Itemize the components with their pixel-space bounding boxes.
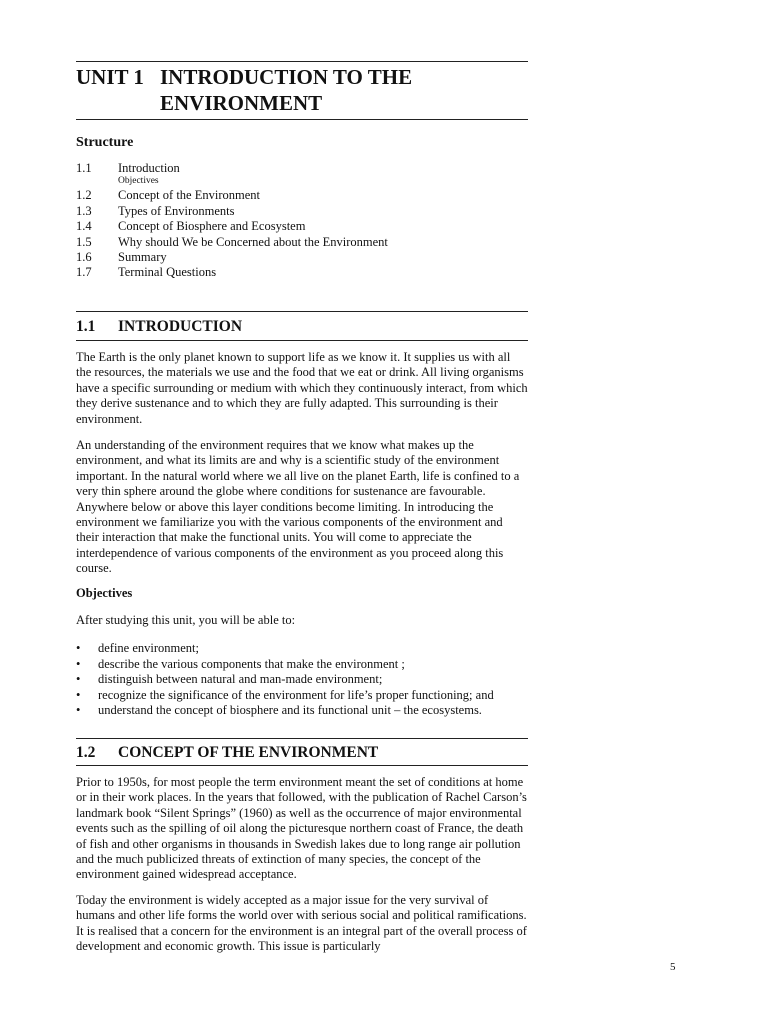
- list-item: [76, 672, 528, 688]
- structure-heading: Structure: [76, 135, 134, 150]
- toc-number: 1.2: [76, 188, 92, 203]
- concept-paragraph-1: Prior to 1950s, for most people the term environment meant the set of conditions at home or in their work places. In the years that followed, with the publication of Rachel Carson’s landmark book “Silent Springs” (1960) as well as the occurrence of major environmental events such as the spilling of oil along the picturesque northern coast of France, the death of fish and other organisms in thousands in Swedish lakes due to long range air pollution and the much publicized threats of extinction of many species, the concept of the environment gained widespread acceptance.: [76, 775, 527, 882]
- bullet-icon: •: [76, 641, 81, 655]
- toc-item: [76, 250, 528, 265]
- toc-label: Why should We be Concerned about the Environment: [118, 234, 388, 249]
- intro-paragraph-1: The Earth is the only planet known to support life as we know it. It supplies us with all the resources, the materials we use and the food that we eat or drink. All living organisms have a specific surrounding or medium with which they continuously interact, from which they derive sustenance and to which they are fully adapted. This surrounding is their environment.: [76, 350, 528, 426]
- bullet-icon: •: [76, 672, 81, 686]
- toc-number: 1.7: [76, 265, 92, 280]
- structure-list: [76, 161, 528, 281]
- section-1-1-bottom-rule: [76, 340, 528, 341]
- list-item: [76, 688, 528, 704]
- objectives-heading: Objectives: [76, 586, 133, 600]
- toc-number: 1.1: [76, 161, 92, 175]
- objective-text: describe the various components that make the environment ;: [98, 656, 405, 671]
- title-top-rule: [76, 61, 528, 62]
- intro-paragraph-2: An understanding of the environment requires that we know what makes up the environment, and what its limits are and why is a scientific study of the environment important. In the natural world where we all live on the planet Earth, life is confined to a very thin sphere around the globe where conditions for sustenance are favourable. Anywhere below or above this layer conditions become limiting. In introducing the environment we familiarize you with the various components of the environment and their interaction that make the functional units. You will come to appreciate the interdependence of various components of the environment as you proceed along this course.: [76, 438, 520, 576]
- toc-label: Terminal Questions: [118, 265, 217, 280]
- list-item: [76, 641, 528, 657]
- toc-label: Types of Environments: [118, 203, 235, 218]
- objectives-intro: After studying this unit, you will be able to:: [76, 613, 296, 627]
- title-bottom-rule: [76, 119, 528, 120]
- unit-number: UNIT 1: [76, 65, 144, 89]
- objective-text: recognize the significance of the environment for life’s proper functioning; and: [98, 687, 494, 702]
- bullet-icon: •: [76, 703, 81, 717]
- toc-item: [76, 161, 528, 176]
- section-1-2-bottom-rule: [76, 765, 528, 766]
- toc-item: [76, 188, 528, 203]
- section-title: INTRODUCTION: [118, 318, 243, 335]
- toc-number: 1.3: [76, 203, 92, 218]
- objectives-list: [76, 641, 528, 719]
- toc-label: Introduction: [118, 161, 180, 175]
- unit-title-line-2: ENVIRONMENT: [160, 91, 323, 115]
- section-1-1-top-rule: [76, 311, 528, 312]
- toc-label: Concept of the Environment: [118, 188, 260, 203]
- objective-text: distinguish between natural and man-made environment;: [98, 672, 383, 686]
- section-number: 1.2: [76, 744, 96, 761]
- toc-subitem: Objectives: [118, 176, 159, 187]
- objective-text: define environment;: [98, 641, 200, 655]
- toc-item: [76, 204, 528, 219]
- section-title: CONCEPT OF THE ENVIRONMENT: [118, 744, 379, 761]
- section-number: 1.1: [76, 318, 96, 335]
- objective-text: understand the concept of biosphere and its functional unit – the ecosystems.: [98, 703, 482, 717]
- section-1-2-top-rule: [76, 738, 528, 739]
- bullet-icon: •: [76, 656, 81, 671]
- bullet-icon: •: [76, 687, 81, 702]
- list-item: [76, 703, 528, 719]
- toc-number: 1.6: [76, 249, 92, 264]
- toc-number: 1.4: [76, 219, 92, 234]
- list-item: [76, 657, 528, 673]
- toc-item: [76, 219, 528, 234]
- page-number: 5: [670, 961, 676, 973]
- toc-number: 1.5: [76, 234, 92, 249]
- toc-item: [76, 235, 528, 250]
- concept-paragraph-2: Today the environment is widely accepted as a major issue for the very survival of humans and other life forms the world over with serious social and political ramifications. It is realised that a concern for the environment is an integral part of the overall process of development and economic growth. This issue is particularly: [76, 893, 527, 954]
- toc-item: [76, 265, 528, 280]
- unit-title-line-1: INTRODUCTION TO THE: [160, 65, 413, 89]
- toc-label: Concept of Biosphere and Ecosystem: [118, 219, 306, 234]
- toc-label: Summary: [118, 249, 167, 264]
